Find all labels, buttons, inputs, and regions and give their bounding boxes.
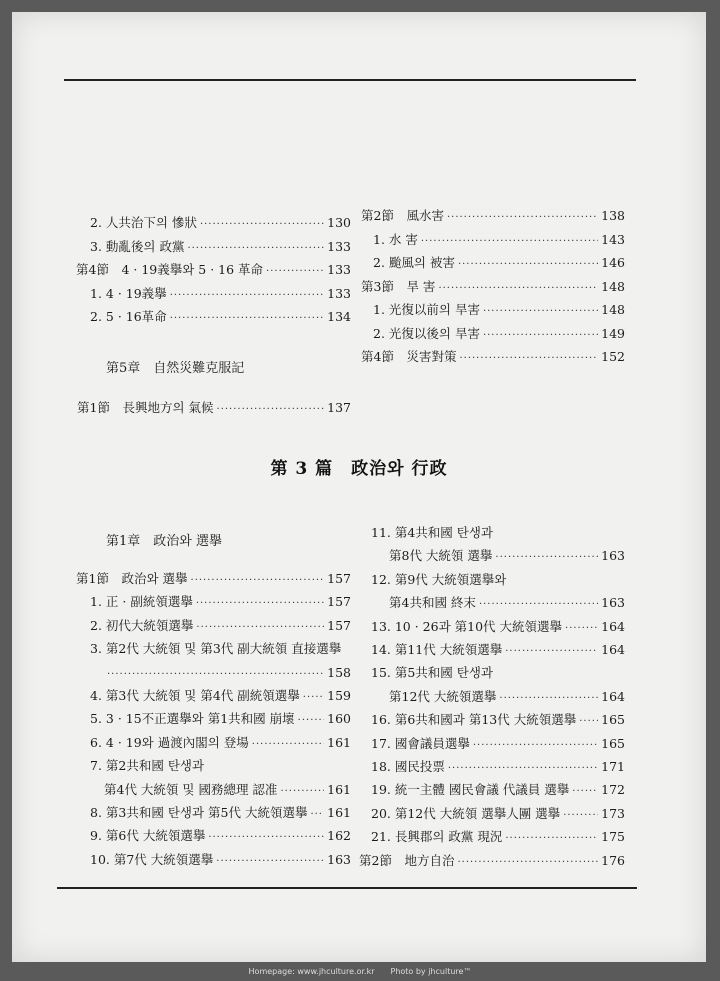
book-page xyxy=(12,12,706,962)
toc-entry-page: 176 xyxy=(601,852,625,868)
leader-dots xyxy=(303,689,324,707)
toc-entry[interactable] xyxy=(77,399,351,417)
toc-entry-page: 165 xyxy=(601,735,625,751)
toc-entry-label: 2. 5 · 16革命 xyxy=(90,309,167,324)
toc-entry-page: 133 xyxy=(327,238,351,254)
toc-entry-label: 第8代 大統領 選擧 xyxy=(389,548,493,564)
toc-entry-label: 1. 正 · 副統領選擧 xyxy=(90,594,193,610)
toc-entry[interactable] xyxy=(371,711,625,729)
leader-dots xyxy=(421,233,598,251)
toc-entry-label: 6. 4 · 19와 過渡內閣의 登場 xyxy=(90,734,249,750)
toc-entry-label: 13. 10 · 26과 第10代 大統領選擧 xyxy=(371,618,563,634)
leader-dots xyxy=(252,736,324,754)
leader-dots xyxy=(572,783,598,801)
toc-entry-label: 16. 第6共和國과 第13代 大統領選擧 xyxy=(371,712,577,728)
toc-entry-page: 133 xyxy=(327,262,351,277)
toc-entry-label: 7. 第2共和國 탄생과 xyxy=(90,758,205,774)
toc-entry-page: 161 xyxy=(327,781,351,797)
leader-dots xyxy=(280,783,324,801)
toc-entry-page: 157 xyxy=(327,594,351,610)
toc-entry[interactable] xyxy=(389,688,625,706)
toc-entry-label: 第4代 大統領 및 國務總理 認准 xyxy=(104,781,278,797)
toc-entry-label: 2. 颱風의 被害 xyxy=(373,255,455,270)
toc-entry[interactable] xyxy=(90,640,351,658)
toc-entry[interactable] xyxy=(90,734,351,752)
toc-entry[interactable] xyxy=(361,278,625,296)
toc-entry[interactable] xyxy=(104,664,351,682)
toc-entry-page: 163 xyxy=(327,851,351,867)
leader-dots xyxy=(187,240,324,258)
leader-dots xyxy=(208,829,324,847)
leader-dots xyxy=(505,830,598,848)
toc-entry[interactable] xyxy=(371,524,625,542)
toc-entry-label: 第12代 大統領選擧 xyxy=(389,688,497,704)
toc-entry-label: 第1節 長興地方의 氣候 xyxy=(77,400,214,415)
toc-entry-label: 4. 第3代 大統領 및 第4代 副統領選擧 xyxy=(90,688,300,703)
toc-entry[interactable] xyxy=(361,207,625,225)
leader-dots xyxy=(483,303,598,321)
toc-entry-label: 第4節 4 · 19義擧와 5 · 16 革命 xyxy=(76,262,264,277)
toc-entry-page: 161 xyxy=(327,805,351,820)
toc-entry-label: 3. 動亂後의 政黨 xyxy=(90,238,185,254)
toc-entry-label: 第4共和國 終末 xyxy=(389,595,476,611)
toc-entry-page: 163 xyxy=(601,548,625,564)
toc-entry-label: 5. 3 · 15不正選擧와 第1共和國 崩壞 xyxy=(90,711,295,727)
leader-dots xyxy=(495,549,598,567)
top-rule xyxy=(64,79,636,81)
toc-entry-label: 2. 光復以後의 旱害 xyxy=(373,325,480,341)
toc-entry[interactable] xyxy=(104,781,351,799)
toc-entry-page: 152 xyxy=(601,349,625,364)
toc-entry[interactable] xyxy=(373,325,625,343)
toc-entry-label: 1. 4 · 19義擧 xyxy=(90,285,167,301)
toc-entry-label: 1. 光復以前의 旱害 xyxy=(373,302,480,317)
toc-entry-page: 162 xyxy=(327,828,351,844)
leader-dots xyxy=(579,713,598,731)
toc-entry-page: 157 xyxy=(327,617,351,633)
toc-entry[interactable] xyxy=(361,348,625,366)
toc-entry-label: 12. 第9代 大統領選擧와 xyxy=(371,571,507,587)
toc-entry[interactable] xyxy=(90,804,351,822)
toc-entry-label: 8. 第3共和國 탄생과 第5代 大統領選擧 xyxy=(90,805,308,820)
toc-entry-page: 148 xyxy=(601,302,625,317)
photo-credit: Homepage: www.jhculture.or.kr Photo by jhculture™ xyxy=(248,967,472,976)
toc-entry-page: 164 xyxy=(601,688,625,704)
leader-dots xyxy=(438,280,598,298)
toc-entry-label: 18. 國民投票 xyxy=(371,759,445,774)
toc-entry-page: 158 xyxy=(327,664,351,680)
toc-entry-page: 175 xyxy=(601,829,625,845)
leader-dots xyxy=(565,620,598,638)
leader-dots xyxy=(447,209,598,227)
toc-entry[interactable] xyxy=(371,571,625,589)
toc-entry-page: 163 xyxy=(601,595,625,611)
toc-entry[interactable] xyxy=(371,735,625,753)
toc-entry[interactable] xyxy=(90,593,351,611)
toc-entry[interactable] xyxy=(371,828,625,846)
leader-dots xyxy=(266,263,324,281)
toc-entry-page: 143 xyxy=(601,231,625,247)
toc-entry[interactable] xyxy=(389,547,625,565)
leader-dots xyxy=(483,327,598,345)
toc-entry-page: 171 xyxy=(601,759,625,774)
leader-dots xyxy=(457,854,598,872)
toc-entry-label: 第4節 災害對策 xyxy=(361,349,457,364)
toc-entry-page: 148 xyxy=(601,278,625,294)
toc-entry[interactable] xyxy=(373,254,625,272)
toc-entry[interactable] xyxy=(371,618,625,636)
toc-entry-page: 160 xyxy=(327,711,351,727)
toc-entry-page: 138 xyxy=(601,208,625,223)
leader-dots xyxy=(448,760,598,778)
toc-entry-label: 1. 水 害 xyxy=(373,231,418,247)
toc-entry[interactable] xyxy=(76,261,351,279)
toc-entry-label: 20. 第12代 大統領 選擧人團 選擧 xyxy=(371,805,561,821)
toc-entry-page: 149 xyxy=(601,325,625,341)
leader-dots xyxy=(563,807,598,825)
toc-entry-label: 15. 第5共和國 탄생과 xyxy=(371,665,494,681)
toc-entry-page: 164 xyxy=(601,642,625,657)
leader-dots xyxy=(170,287,324,305)
toc-entry[interactable] xyxy=(90,285,351,303)
toc-entry-page: 146 xyxy=(601,255,625,270)
toc-entry[interactable] xyxy=(371,758,625,776)
leader-dots xyxy=(216,853,324,871)
toc-entry[interactable] xyxy=(373,231,625,249)
toc-entry[interactable] xyxy=(373,301,625,319)
toc-entry[interactable] xyxy=(90,617,351,635)
toc-entry[interactable] xyxy=(90,238,351,256)
toc-entry-page: 159 xyxy=(327,688,351,703)
toc-entry-page: 137 xyxy=(327,400,351,415)
leader-dots xyxy=(298,712,324,730)
toc-entry-page: 172 xyxy=(601,782,625,798)
toc-entry[interactable] xyxy=(90,851,351,869)
toc-entry[interactable] xyxy=(359,852,625,870)
toc-entry[interactable] xyxy=(90,687,351,705)
leader-dots xyxy=(196,595,324,613)
toc-entry-label: 9. 第6代 大統領選擧 xyxy=(90,828,206,844)
leader-dots xyxy=(170,310,324,328)
toc-entry-label: 第2節 風水害 xyxy=(361,208,444,223)
toc-entry[interactable] xyxy=(389,594,625,612)
leader-dots xyxy=(217,401,325,419)
part-title: 第 3 篇 政治와 行政 xyxy=(270,459,448,479)
toc-entry[interactable] xyxy=(90,214,351,232)
toc-entry-label: 2. 初代大統領選擧 xyxy=(90,617,194,633)
leader-dots xyxy=(196,619,324,637)
bottom-rule xyxy=(57,887,637,889)
toc-entry[interactable] xyxy=(371,641,625,659)
toc-entry-label: 17. 國會議員選擧 xyxy=(371,735,470,751)
chapter-heading: 第5章 自然災難克服記 xyxy=(106,361,245,376)
toc-entry[interactable] xyxy=(90,308,351,326)
leader-dots xyxy=(479,596,598,614)
toc-entry-page: 134 xyxy=(327,309,351,324)
toc-entry-label: 3. 第2代 大統領 및 第3代 副大統領 直接選擧 xyxy=(90,641,342,657)
toc-entry-page: 130 xyxy=(327,215,351,230)
toc-entry[interactable] xyxy=(371,805,625,823)
chapter-heading: 第1章 政治와 選擧 xyxy=(106,534,222,549)
toc-entry-page: 161 xyxy=(327,734,351,750)
toc-entry-label: 2. 人共治下의 慘狀 xyxy=(90,215,197,230)
toc-entry[interactable] xyxy=(90,757,351,775)
toc-entry[interactable] xyxy=(90,710,351,728)
toc-entry[interactable] xyxy=(371,781,625,799)
toc-entry-label: 第1節 政治와 選擧 xyxy=(76,571,188,586)
leader-dots xyxy=(505,643,598,661)
leader-dots xyxy=(310,806,324,824)
toc-entry-page: 164 xyxy=(601,618,625,634)
leader-dots xyxy=(458,256,598,274)
toc-entry-label: 19. 統一主體 國民會議 代議員 選擧 xyxy=(371,782,570,798)
leader-dots xyxy=(459,350,598,368)
leader-dots xyxy=(191,572,325,590)
leader-dots xyxy=(107,666,324,684)
leader-dots xyxy=(499,690,598,708)
leader-dots xyxy=(473,737,598,755)
toc-entry[interactable] xyxy=(371,664,625,682)
toc-entry-label: 第2節 地方自治 xyxy=(359,852,455,868)
toc-entry-page: 157 xyxy=(327,571,351,586)
toc-entry-label: 14. 第11代 大統領選擧 xyxy=(371,642,503,657)
toc-entry-label: 21. 長興郡의 政黨 現況 xyxy=(371,829,503,845)
toc-entry-label: 11. 第4共和國 탄생과 xyxy=(371,525,494,540)
toc-entry-page: 165 xyxy=(601,712,625,728)
toc-entry[interactable] xyxy=(76,570,351,588)
toc-entry-label: 第3節 旱 害 xyxy=(361,278,436,294)
leader-dots xyxy=(200,216,324,234)
toc-entry-label: 10. 第7代 大統領選擧 xyxy=(90,851,214,867)
toc-entry-page: 173 xyxy=(601,805,625,821)
toc-entry[interactable] xyxy=(90,827,351,845)
toc-entry-page: 133 xyxy=(327,285,351,301)
